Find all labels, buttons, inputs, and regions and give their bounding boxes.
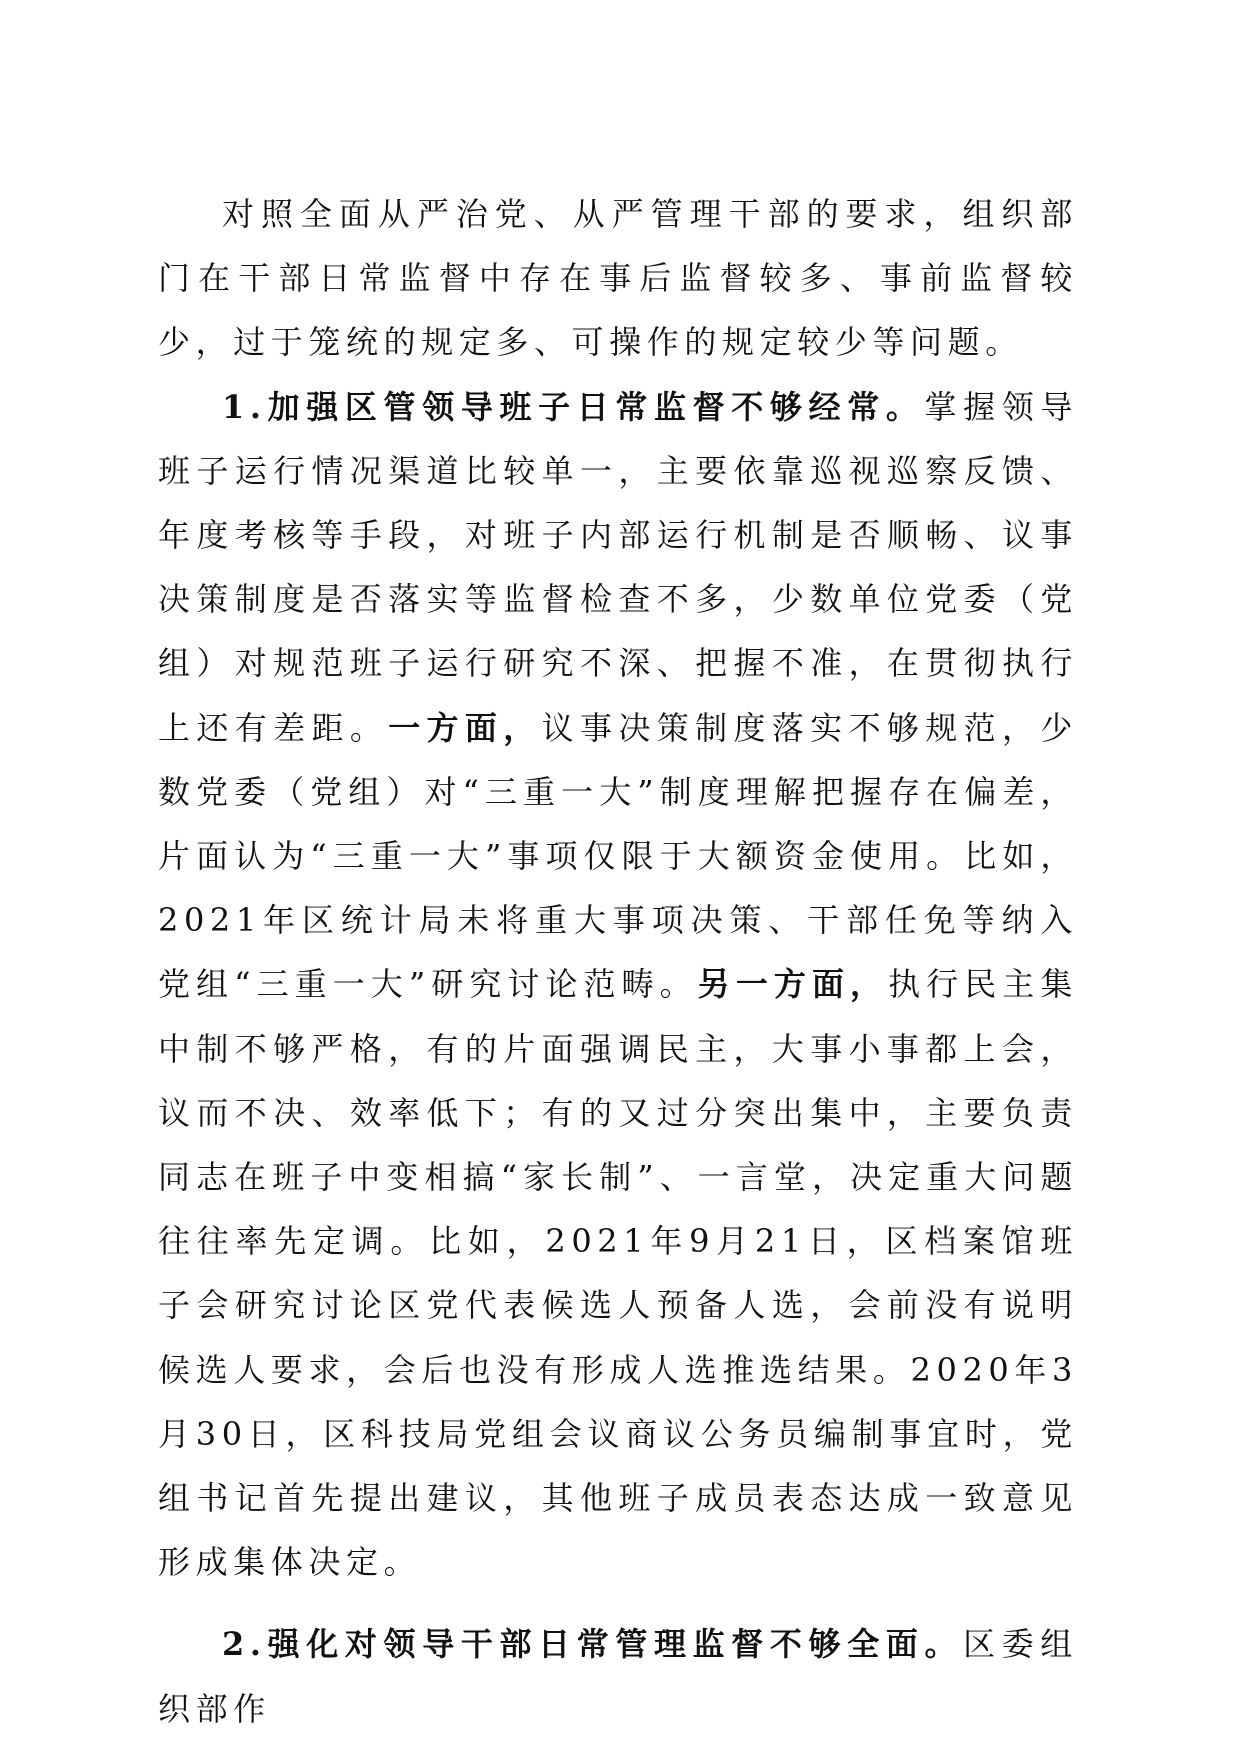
- section-1-paragraph: [158, 375, 1078, 1595]
- section-1-text-b: 议事决策制度落实不够规范，少数党委（党组）对“三重一大”制度理解把握存在偏差，片面认为“三重一大”事项仅限于大额资金使用。比如，2021年区统计局未将重大事项决策、干部任免等纳入党组“三重一大”研究讨论范畴。: [158, 708, 1078, 1004]
- section-1-text-c: 执行民主集中制不够严格，有的片面强调民主，大事小事都上会，议而不决、效率低下；有的又过分突出集中，主要负责同志在班子中变相搞“家长制”、一言堂，决定重大问题往往率先定调。比如，2021年9月21日，区档案馆班子会研究讨论区党代表候选人预备人选，会前没有说明候选人要求，会后也没有形成人选推选结果。2020年3月30日，区科技局党组会议商议公务员编制事宜时，党组书记首先提出建议，其他班子成员表态达成一致意见形成集体决定。: [158, 965, 1078, 1582]
- document-body: [158, 182, 1078, 1741]
- intro-text: 对照全面从严治党、从严管理干部的要求，组织部门在干部日常监督中存在事后监督较多、事前监督较少，过于笼统的规定多、可操作的规定较少等问题。: [158, 195, 1078, 362]
- section-2-heading: 2.强化对领导干部日常管理监督不够全面。: [222, 1625, 964, 1664]
- section-1-heading: 1.加强区管领导班子日常监督不够经常。: [222, 387, 925, 426]
- section-1-text-a: 掌握领导班子运行情况渠道比较单一，主要依靠巡视巡察反馈、年度考核等手段，对班子内部运行机制是否顺畅、议事决策制度是否落实等监督检查不多，少数单位党委（党组）对规范班子运行研究不深、把握不准，在贯彻执行上还有差距。: [158, 387, 1078, 747]
- intro-paragraph: [158, 182, 1078, 375]
- section-1-emphasis-2: 另一方面，: [697, 965, 889, 1004]
- section-1-emphasis-1: 一方面，: [388, 708, 542, 747]
- section-2-paragraph: [158, 1612, 1078, 1740]
- section-2-text: 区委组织部作: [158, 1625, 1078, 1728]
